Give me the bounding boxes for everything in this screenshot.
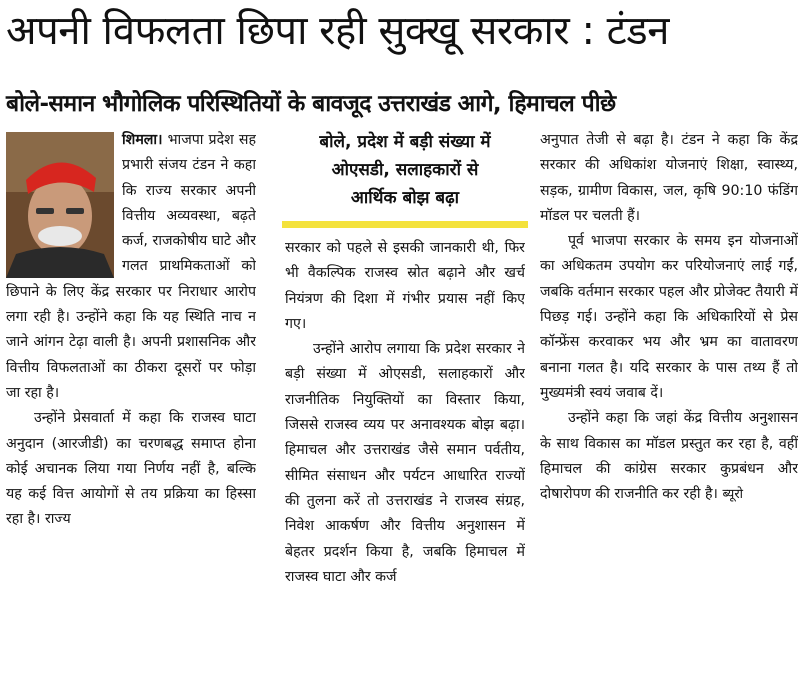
pull-quote-line: आर्थिक बोझ बढ़ा xyxy=(350,188,460,208)
article-column-1 xyxy=(6,128,256,673)
paragraph xyxy=(6,128,256,406)
pull-quote-underline xyxy=(282,221,528,228)
paragraph: सरकार को पहले से इसकी जानकारी थी, फिर भी वैकल्पिक राजस्व स्रोत बढ़ाने और खर्च नियंत्रण की दिशा में गंभीर प्रयास नहीं किए गए। xyxy=(285,240,525,332)
article-column-2 xyxy=(285,236,525,673)
paragraph-text: भाजपा प्रदेश सह प्रभारी संजय टंडन ने कहा कि राज्य सरकार अपनी वित्तीय अव्यवस्था, बढ़ते कर्ज, राजकोषीय घाटे और गलत प्राथमिकताओं को छिपाने के लिए केंद्र सरकार पर निराधार आरोप लगा रही है। उन्होंने कहा कि यह स्थिति नाच न जाने आंगन टेढ़ा वाली है। अपनी प्रशासनिक और वित्तीय विफलताओं का ठीकरा दूसरों पर फोड़ा जा रहा है। xyxy=(6,132,256,401)
paragraph-text: उन्होंने कहा कि जहां केंद्र वित्तीय अनुशासन के साथ विकास का मॉडल प्रस्तुत कर रहा है, वहीं हिमाचल की कांग्रेस सरकार कुप्रबंधन और दोषारोपण की राजनीति कर रही है। xyxy=(540,410,798,503)
headline: अपनी विफलता छिपा रही सुक्खू सरकार : टंडन xyxy=(6,8,669,54)
paragraph xyxy=(540,406,798,507)
paragraph: अनुपात तेजी से बढ़ा है। टंडन ने कहा कि केंद्र सरकार की अधिकांश योजनाएं शिक्षा, स्वास्थ्य, सड़क, ग्रामीण विकास, जल, कृषि 90:10 फंडिंग मॉडल पर चलती हैं। xyxy=(540,132,798,224)
dateline: शिमला। xyxy=(122,132,163,148)
photo-sanjay-tandon xyxy=(6,132,114,278)
subheadline: बोले-समान भौगोलिक परिस्थितियों के बावजूद उत्तराखंड आगे, हिमाचल पीछे xyxy=(6,91,616,117)
paragraph: उन्होंने प्रेसवार्ता में कहा कि राजस्व घाटा अनुदान (आरजीडी) का चरणबद्ध समाप्त होना कोई अचानक लिया गया निर्णय नहीं है, बल्कि यह कई वित्त आयोगों से तय प्रक्रिया का हिस्सा रहा है। राज्य xyxy=(6,410,256,528)
article-column-3 xyxy=(540,128,798,673)
paragraph: पूर्व भाजपा सरकार के समय इन योजनाओं का अधिकतम उपयोग कर परियोजनाएं लाई गईं, जबकि वर्तमान सरकार पहल और प्रोजेक्ट तैयारी में पिछड़ गई। उन्होंने कहा कि अधिकारियों से प्रेस कॉन्फ्रेंस करवाकर भय और भ्रम का वातावरण बनाना गलत है। यदि सरकार के पास तथ्य हैं तो मुख्यमंत्री स्वयं जवाब दें। xyxy=(540,233,798,401)
byline: ब्यूरो xyxy=(722,487,744,503)
pull-quote xyxy=(282,128,528,220)
paragraph: उन्होंने आरोप लगाया कि प्रदेश सरकार ने बड़ी संख्या में ओएसडी, सलाहकारों और राजनीतिक नियुक्तियों का विस्तार किया, जिससे राजस्व व्यय पर अनावश्यक बोझ बढ़ा। हिमाचल और उत्तराखंड जैसे समान पर्वतीय, सीमित संसाधन और पर्यटन आधारित राज्यों की तुलना करें तो उत्तराखंड ने राजस्व संग्रह, निवेश आकर्षण और वित्तीय अनुशासन में बेहतर प्रदर्शन किया है, जबकि हिमाचल में राजस्व घाटा और कर्ज xyxy=(285,341,525,585)
pull-quote-line: ओएसडी, सलाहकारों से xyxy=(331,160,479,180)
pull-quote-line: बोले, प्रदेश में बड़ी संख्या में xyxy=(319,132,491,152)
